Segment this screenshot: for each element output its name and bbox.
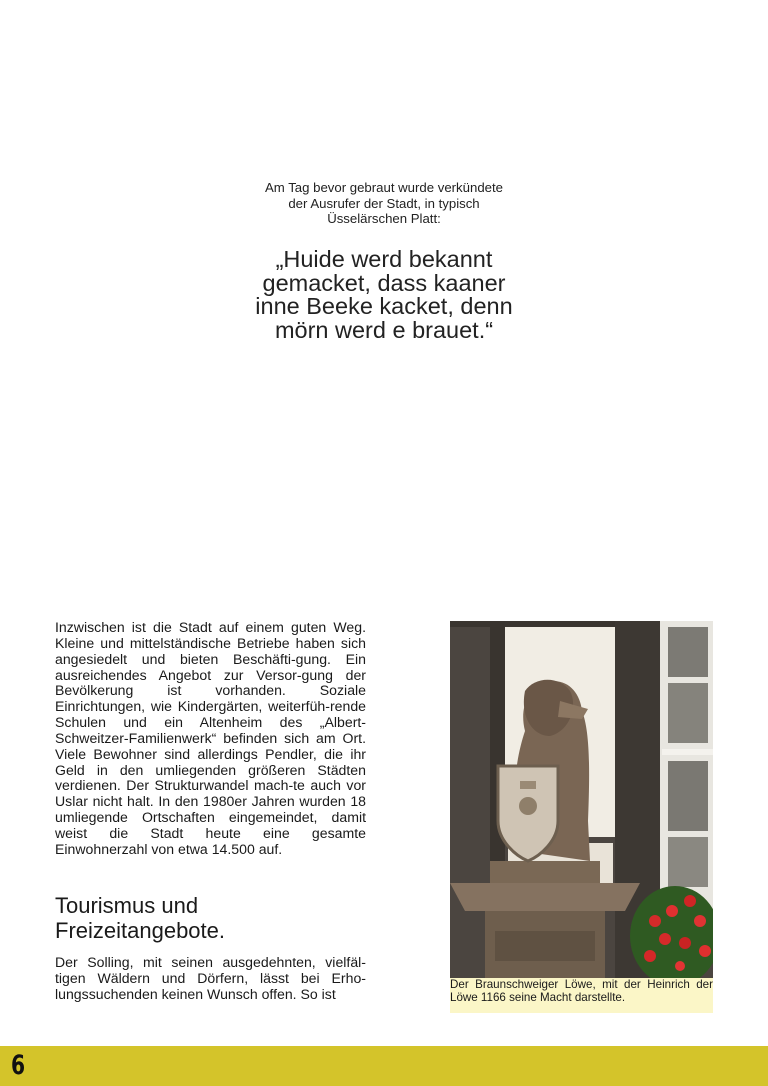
- lion-statue-photo: [450, 621, 713, 978]
- section-heading-line: Freizeitangebote.: [55, 918, 225, 943]
- intro-line: Üsselärschen Platt:: [327, 211, 441, 226]
- quote-line: inne Beeke kacket, denn: [255, 293, 513, 319]
- section-heading-line: Tourismus und: [55, 893, 199, 918]
- dialect-quote: [222, 248, 546, 342]
- quote-line: mörn werd e brauet.“: [274, 316, 494, 343]
- photo-caption: [450, 978, 713, 1013]
- quote-line: „Huide werd bekannt: [275, 246, 493, 272]
- footer-bar: [0, 1046, 768, 1086]
- photo-caption-text: Der Braunschweiger Löwe, mit der Heinrich der Löwe 1166 seine Macht darstellte.: [450, 978, 713, 1005]
- intro-line: Am Tag bevor gebraut wurde verkündete: [264, 180, 503, 195]
- quote-line: gemacket, dass kaaner: [262, 269, 506, 296]
- intro-line: der Ausrufer der Stadt, in typisch: [288, 195, 480, 211]
- body-paragraph-tourism: Der Solling, mit seinen ausgedehnten, vielfäl-tigen Wäldern und Dörfern, lässt bei Erho-lungssuchenden keinen Wunsch offen. So ist: [55, 954, 366, 1002]
- page-number: 6: [11, 1050, 26, 1081]
- body-paragraph-town: Inzwischen ist die Stadt auf einem guten Weg. Kleine und mittelständische Betriebe haben sich angesiedelt und bieten Beschäfti-gung. Ein ausreichendes Angebot zur Versor-gung der Bevölkerung ist vorhanden. Soziale Einrichtungen, wie Kindergärten, weiterfüh-rende Schulen und ein Altenheim des „Albert-Schweitzer-Familienwerk“ befinden sich am Ort. Viele Bewohner sind allerdings Pendler, die ihr Geld in den umliegenden größeren Städten verdienen. Der Strukturwandel mach-te auch vor Uslar nicht halt. In den 1980er Jahren wurden 18 umliegende Ortschaften eingemeindet, damit weist die Stadt heute eine gesamte Einwohnerzahl von etwa 14.500 auf.: [55, 619, 366, 857]
- intro-text: [230, 180, 538, 227]
- section-heading: [55, 893, 366, 943]
